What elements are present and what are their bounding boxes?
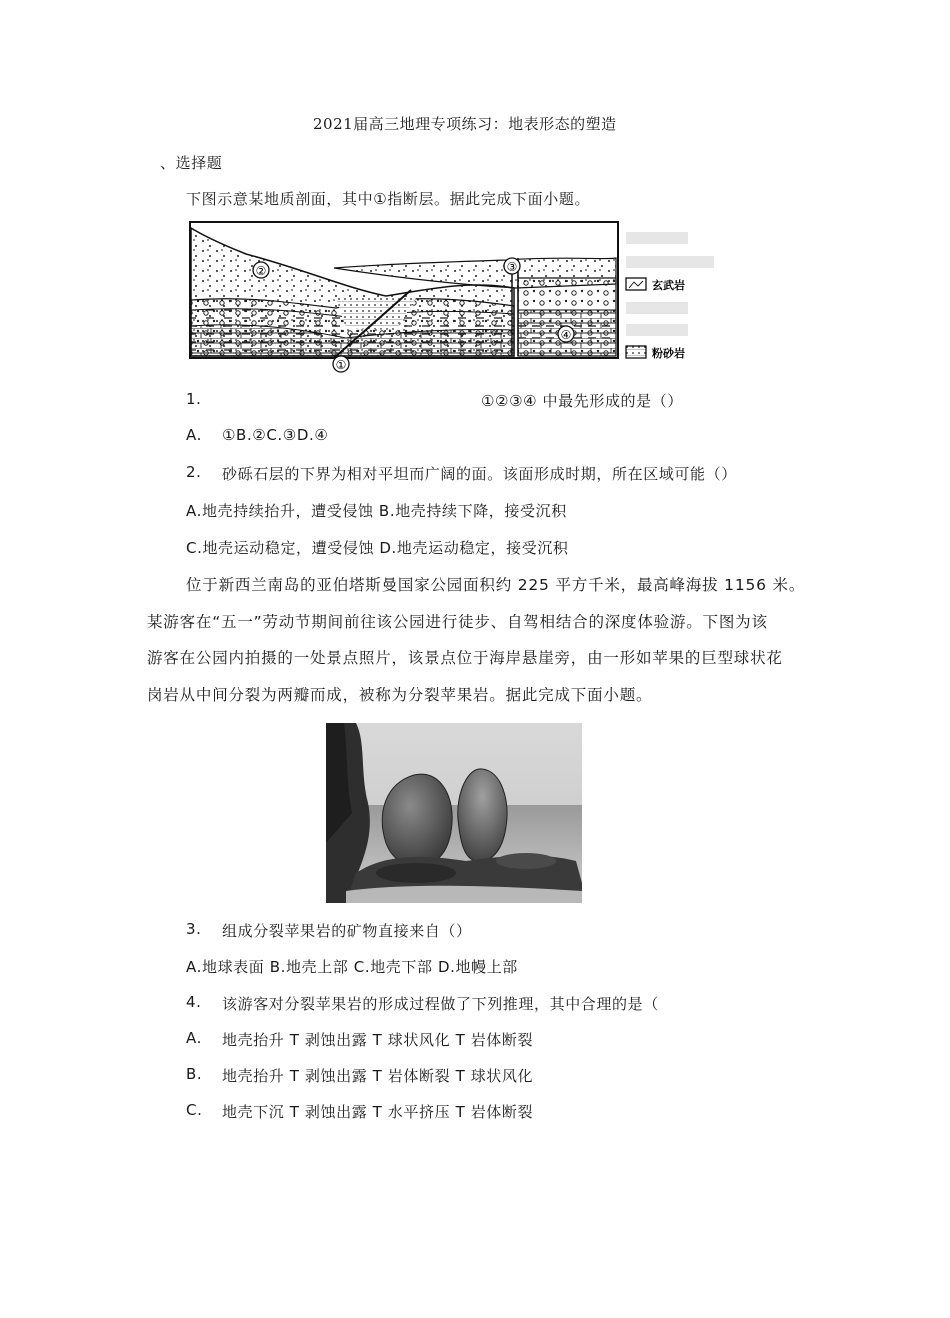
q3-number: 3.: [186, 920, 202, 938]
q4-option-b: 地壳抬升 T 剥蚀出露 T 岩体断裂 T 球状风化: [222, 1067, 534, 1085]
q4-number: 4.: [186, 993, 202, 1011]
svg-text:②: ②: [255, 264, 267, 278]
intro-paragraph-2-line-4: 岗岩从中间分裂为两瓣而成，被称为分裂苹果岩。据此完成下面小题。: [147, 686, 653, 704]
split-apple-rock-photo: [326, 723, 582, 903]
intro-paragraph-2-line-1: 位于新西兰南岛的亚伯塔斯曼国家公园面积约 225 平方千米，最高峰海拔 1156 米。: [186, 576, 806, 594]
q2-options-ab: A.地壳持续抬升，遭受侵蚀 B.地壳持续下降，接受沉积: [186, 502, 567, 520]
q4-stem: 该游客对分裂苹果岩的形成过程做了下列推理，其中合理的是（: [222, 995, 659, 1013]
intro-paragraph-1: 下图示意某地质剖面，其中①指断层。据此完成下面小题。: [186, 190, 591, 208]
q1-stem: ①②③④ 中最先形成的是（）: [481, 392, 683, 410]
q4-option-a-letter: A.: [186, 1029, 202, 1047]
intro-paragraph-2-line-2: 某游客在“五一”劳动节期间前往该公园进行徒步、自驾相结合的深度体验游。下图为该: [147, 613, 768, 631]
svg-text:③: ③: [506, 260, 518, 274]
legend-label-siltstone: 粉砂岩: [652, 347, 685, 360]
marker-3: [504, 258, 520, 274]
q2-options-cd: C.地壳运动稳定，遭受侵蚀 D.地壳运动稳定，接受沉积: [186, 539, 569, 557]
q4-option-c: 地壳下沉 T 剥蚀出露 T 水平挤压 T 岩体断裂: [222, 1103, 534, 1121]
split-apple-rock-image: [326, 723, 582, 903]
svg-text:①: ①: [335, 358, 347, 372]
marker-4: [558, 326, 574, 342]
legend-label-basalt: 玄武岩: [652, 279, 685, 292]
marker-1: [333, 356, 349, 372]
q2-stem: 砂砾石层的下界为相对平坦而广阔的面。该面形成时期，所在区域可能（）: [222, 465, 737, 483]
q4-option-c-letter: C.: [186, 1101, 203, 1119]
q1-options: ①B.②C.③D.④: [222, 426, 329, 444]
document-title: 2021届高三地理专项练习：地表形态的塑造: [313, 115, 617, 133]
legend: [626, 232, 714, 360]
section-heading: 、选择题: [160, 154, 223, 172]
q3-options: A.地球表面 B.地壳上部 C.地壳下部 D.地幔上部: [186, 958, 518, 976]
q4-option-b-letter: B.: [186, 1065, 203, 1083]
svg-text:④: ④: [560, 328, 572, 342]
geologic-section-diagram: [186, 218, 722, 376]
intro-paragraph-2-line-3: 游客在公园内拍摄的一处景点照片，该景点位于海岸悬崖旁，由一形如苹果的巨型球状花: [147, 649, 783, 667]
q1-option-letter: A.: [186, 426, 202, 444]
marker-2: [253, 262, 269, 278]
geologic-section-figure: [186, 218, 722, 376]
q2-number: 2.: [186, 463, 202, 481]
q4-option-a: 地壳抬升 T 剥蚀出露 T 球状风化 T 岩体断裂: [222, 1031, 534, 1049]
q3-stem: 组成分裂苹果岩的矿物直接来自（）: [222, 922, 472, 940]
q1-number: 1.: [186, 390, 202, 408]
